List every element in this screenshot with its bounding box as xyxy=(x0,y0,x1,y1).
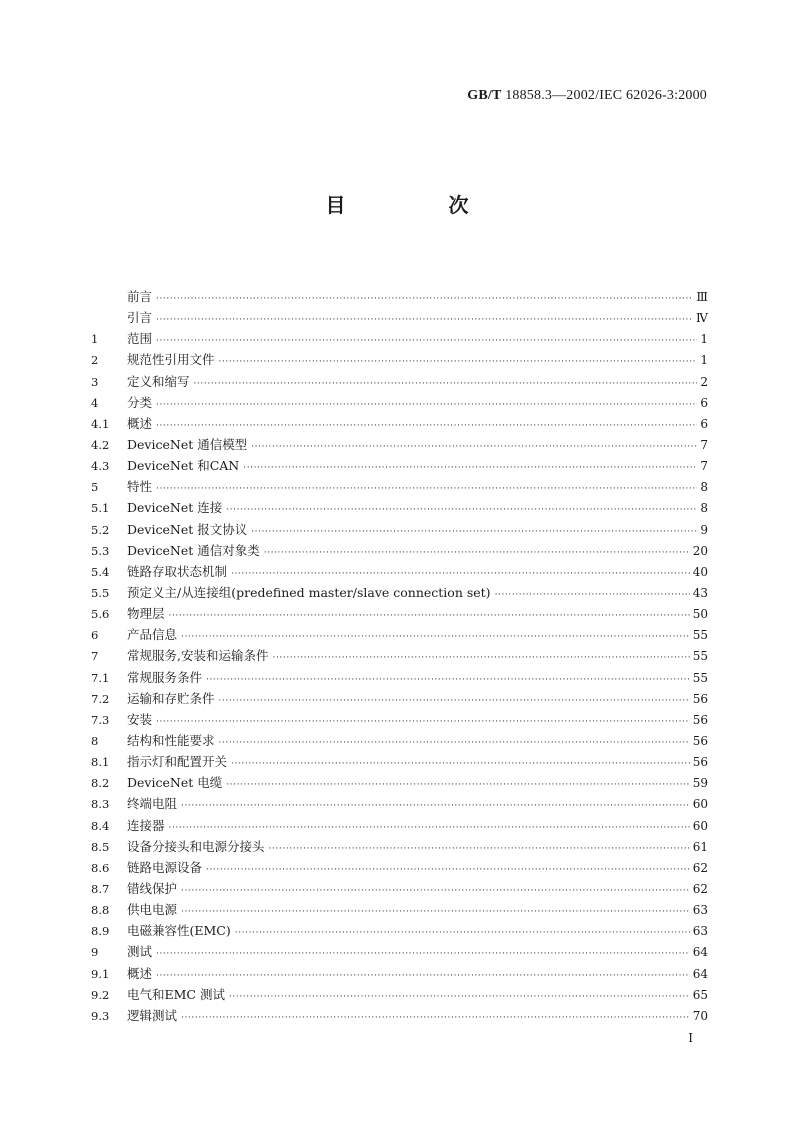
toc-entry-page: 7 xyxy=(700,459,708,474)
toc-entry-number: 8.7 xyxy=(91,881,110,896)
toc-entry-label: 运输和存贮条件 xyxy=(127,690,215,706)
toc-entry-number: 9.1 xyxy=(91,966,110,981)
toc-entry-label: 范围 xyxy=(127,331,153,347)
toc-entry-page: 59 xyxy=(692,776,708,791)
toc-entry-page: 55 xyxy=(692,628,708,643)
toc-entry[interactable] xyxy=(91,307,708,328)
dot-leader xyxy=(206,860,690,881)
toc-entry[interactable] xyxy=(91,667,708,688)
standard-prefix: GB/T xyxy=(467,88,502,103)
toc-entry[interactable] xyxy=(91,709,708,730)
toc-entry[interactable] xyxy=(91,434,708,455)
toc-entry-number: 8.1 xyxy=(91,755,110,770)
dot-leader xyxy=(156,289,693,310)
toc-entry-page: 1 xyxy=(700,332,708,347)
toc-entry-page: 60 xyxy=(692,818,708,833)
toc-entry-number: 9.3 xyxy=(91,1008,110,1023)
dot-leader xyxy=(269,839,690,860)
toc-entry[interactable] xyxy=(91,941,708,962)
toc-entry-page: 7 xyxy=(700,437,708,452)
toc-entry-number: 7.2 xyxy=(91,691,110,706)
toc-entry-page: 9 xyxy=(700,522,708,537)
toc-entry-page: 62 xyxy=(692,860,708,875)
dot-leader xyxy=(181,1008,690,1029)
toc-entry[interactable] xyxy=(91,455,708,476)
toc-entry[interactable] xyxy=(91,561,708,582)
toc-entry-number: 4.2 xyxy=(91,437,110,452)
dot-leader xyxy=(156,395,697,416)
toc-entry-page: Ⅲ xyxy=(696,290,708,304)
toc-entry-number: 7.1 xyxy=(91,670,110,685)
toc-entry-number: 4.3 xyxy=(91,459,110,474)
toc-entry-label: DeviceNet 电缆 xyxy=(127,775,223,791)
toc-entry-page: 61 xyxy=(692,839,708,854)
dot-leader xyxy=(272,648,689,669)
toc-entry[interactable] xyxy=(91,413,708,434)
toc-entry-label: 概述 xyxy=(127,965,153,981)
toc-entry-label: DeviceNet 通信模型 xyxy=(127,436,248,452)
dot-leader xyxy=(219,691,690,712)
toc-entry-label: 预定义主/从连接组(predefined master/slave connection set) xyxy=(127,584,491,600)
dot-leader xyxy=(156,479,697,500)
toc-entry-number: 2 xyxy=(91,353,99,368)
dot-leader xyxy=(231,754,690,775)
toc-entry-page: 56 xyxy=(692,755,708,770)
toc-entry[interactable] xyxy=(91,793,708,814)
toc-entry[interactable] xyxy=(91,328,708,349)
toc-entry-page: 56 xyxy=(692,733,708,748)
toc-entry[interactable] xyxy=(91,984,708,1005)
dot-leader xyxy=(243,458,697,479)
toc-entry-page: 64 xyxy=(692,945,708,960)
toc-entry-number: 5.2 xyxy=(91,522,110,537)
toc-entry-number: 5.5 xyxy=(91,585,110,600)
standard-number: 18858.3—2002/IEC 62026-3:2000 xyxy=(505,88,707,103)
dot-leader xyxy=(264,543,690,564)
toc-entry[interactable] xyxy=(91,836,708,857)
toc-entry-number: 8.3 xyxy=(91,797,110,812)
toc-entry-number: 8.8 xyxy=(91,903,110,918)
toc-entry-number: 7.3 xyxy=(91,712,110,727)
toc-entry-label: 测试 xyxy=(127,944,153,960)
toc-entry-number: 4 xyxy=(91,395,99,410)
toc-entry[interactable] xyxy=(91,815,708,836)
dot-leader xyxy=(181,796,690,817)
toc-entry-page: 6 xyxy=(700,416,708,431)
dot-leader xyxy=(219,352,697,373)
page-title: 目 次 xyxy=(325,193,517,217)
toc-entry[interactable] xyxy=(91,519,708,540)
toc-entry[interactable] xyxy=(91,286,708,307)
toc-entry-label: 逻辑测试 xyxy=(127,1007,178,1023)
toc-entry[interactable] xyxy=(91,772,708,793)
toc-entry-label: DeviceNet 通信对象类 xyxy=(127,542,260,558)
toc-entry-number: 6 xyxy=(91,628,99,643)
dot-leader xyxy=(181,881,690,902)
toc-entry[interactable] xyxy=(91,476,708,497)
toc-entry[interactable] xyxy=(91,857,708,878)
toc-entry-label: 常规服务条件 xyxy=(127,669,203,685)
toc-entry-label: 设备分接头和电源分接头 xyxy=(127,838,265,854)
toc-entry-page: 63 xyxy=(692,903,708,918)
toc-entry-label: DeviceNet 报文协议 xyxy=(127,521,248,537)
toc-entry-label: DeviceNet 连接 xyxy=(127,500,223,516)
dot-leader xyxy=(156,331,697,352)
toc-entry-page: 43 xyxy=(692,585,708,600)
toc-entry-label: 分类 xyxy=(127,394,153,410)
table-of-contents xyxy=(91,286,708,1026)
toc-entry-number: 5.6 xyxy=(91,607,110,622)
toc-entry-number: 3 xyxy=(91,374,99,389)
toc-entry-label: 连接器 xyxy=(127,817,165,833)
toc-entry-label: 结构和性能要求 xyxy=(127,732,215,748)
dot-leader xyxy=(206,670,690,691)
toc-entry-number: 5.3 xyxy=(91,543,110,558)
dot-leader xyxy=(219,733,690,754)
toc-entry[interactable] xyxy=(91,392,708,413)
toc-entry-page: 65 xyxy=(692,987,708,1002)
toc-entry-label: 电气和EMC 测试 xyxy=(127,986,225,1002)
toc-entry-label: 错线保护 xyxy=(127,880,178,896)
dot-leader xyxy=(226,775,690,796)
dot-leader xyxy=(181,902,690,923)
toc-entry-label: 常规服务,安装和运输条件 xyxy=(127,648,269,664)
toc-entry-label: 规范性引用文件 xyxy=(127,352,215,368)
dot-leader xyxy=(495,585,690,606)
toc-entry[interactable] xyxy=(91,751,708,772)
dot-leader xyxy=(251,437,697,458)
toc-entry-label: 供电电源 xyxy=(127,902,178,918)
toc-entry[interactable] xyxy=(91,1005,708,1026)
toc-entry-page: 50 xyxy=(692,607,708,622)
toc-entry[interactable] xyxy=(91,899,708,920)
toc-entry-number: 8.5 xyxy=(91,839,110,854)
toc-entry-number: 4.1 xyxy=(91,416,110,431)
toc-entry[interactable] xyxy=(91,603,708,624)
toc-entry-label: 引言 xyxy=(127,310,153,326)
toc-entry-number: 7 xyxy=(91,649,99,664)
toc-entry-page: 70 xyxy=(692,1008,708,1023)
dot-leader xyxy=(169,606,690,627)
toc-entry-number: 9 xyxy=(91,945,99,960)
toc-entry-number: 8.4 xyxy=(91,818,110,833)
toc-entry-page: 6 xyxy=(700,395,708,410)
toc-entry[interactable] xyxy=(91,963,708,984)
toc-entry-label: 链路存取状态机制 xyxy=(127,563,228,579)
toc-entry[interactable] xyxy=(91,497,708,518)
toc-entry-label: DeviceNet 和CAN xyxy=(127,458,240,474)
toc-entry-number: 8.9 xyxy=(91,924,110,939)
toc-entry-label: 产品信息 xyxy=(127,627,178,643)
toc-entry-page: 64 xyxy=(692,966,708,981)
toc-entry-label: 电磁兼容性(EMC) xyxy=(127,923,231,939)
toc-entry-page: 20 xyxy=(692,543,708,558)
toc-entry-label: 安装 xyxy=(127,711,153,727)
toc-entry[interactable] xyxy=(91,624,708,645)
toc-entry-page: 62 xyxy=(692,881,708,896)
standard-header xyxy=(467,88,707,104)
dot-leader xyxy=(156,310,693,331)
dot-leader xyxy=(156,944,690,965)
toc-entry-label: 定义和缩写 xyxy=(127,373,190,389)
dot-leader xyxy=(156,966,690,987)
toc-entry-page: 55 xyxy=(692,670,708,685)
toc-entry-number: 8.2 xyxy=(91,776,110,791)
toc-entry-page: 56 xyxy=(692,691,708,706)
dot-leader xyxy=(194,374,697,395)
toc-entry-label: 物理层 xyxy=(127,606,165,622)
toc-entry-number: 8.6 xyxy=(91,860,110,875)
toc-entry-number: 5.4 xyxy=(91,564,110,579)
toc-entry-label: 链路电源设备 xyxy=(127,859,203,875)
toc-entry[interactable] xyxy=(91,371,708,392)
toc-entry-page: 56 xyxy=(692,712,708,727)
dot-leader xyxy=(251,522,697,543)
toc-entry-label: 特性 xyxy=(127,479,153,495)
toc-entry-page: 8 xyxy=(700,480,708,495)
page-number: I xyxy=(688,1031,693,1045)
dot-leader xyxy=(156,712,690,733)
dot-leader xyxy=(226,500,697,521)
toc-entry-label: 前言 xyxy=(127,289,153,304)
toc-entry-number: 5.1 xyxy=(91,501,110,516)
toc-entry[interactable] xyxy=(91,920,708,941)
toc-entry-page: 60 xyxy=(692,797,708,812)
toc-entry[interactable] xyxy=(91,730,708,751)
toc-entry[interactable] xyxy=(91,540,708,561)
toc-entry-page: 1 xyxy=(700,353,708,368)
toc-entry[interactable] xyxy=(91,878,708,899)
toc-entry-page: 40 xyxy=(692,564,708,579)
toc-entry-label: 概述 xyxy=(127,415,153,431)
toc-entry[interactable] xyxy=(91,582,708,603)
toc-entry-page: Ⅳ xyxy=(696,311,708,326)
toc-entry-page: 55 xyxy=(692,649,708,664)
toc-entry-label: 终端电阻 xyxy=(127,796,178,812)
toc-entry-page: 2 xyxy=(700,374,708,389)
toc-entry-page: 8 xyxy=(700,501,708,516)
dot-leader xyxy=(235,923,690,944)
toc-entry-page: 63 xyxy=(692,924,708,939)
toc-entry-label: 指示灯和配置开关 xyxy=(127,754,228,770)
toc-entry-number: 5 xyxy=(91,480,99,495)
toc-entry[interactable] xyxy=(91,688,708,709)
dot-leader xyxy=(229,987,690,1008)
toc-entry[interactable] xyxy=(91,645,708,666)
toc-entry-number: 1 xyxy=(91,332,99,347)
toc-entry-number: 8 xyxy=(91,733,99,748)
toc-entry[interactable] xyxy=(91,349,708,370)
toc-entry-number: 9.2 xyxy=(91,987,110,1002)
